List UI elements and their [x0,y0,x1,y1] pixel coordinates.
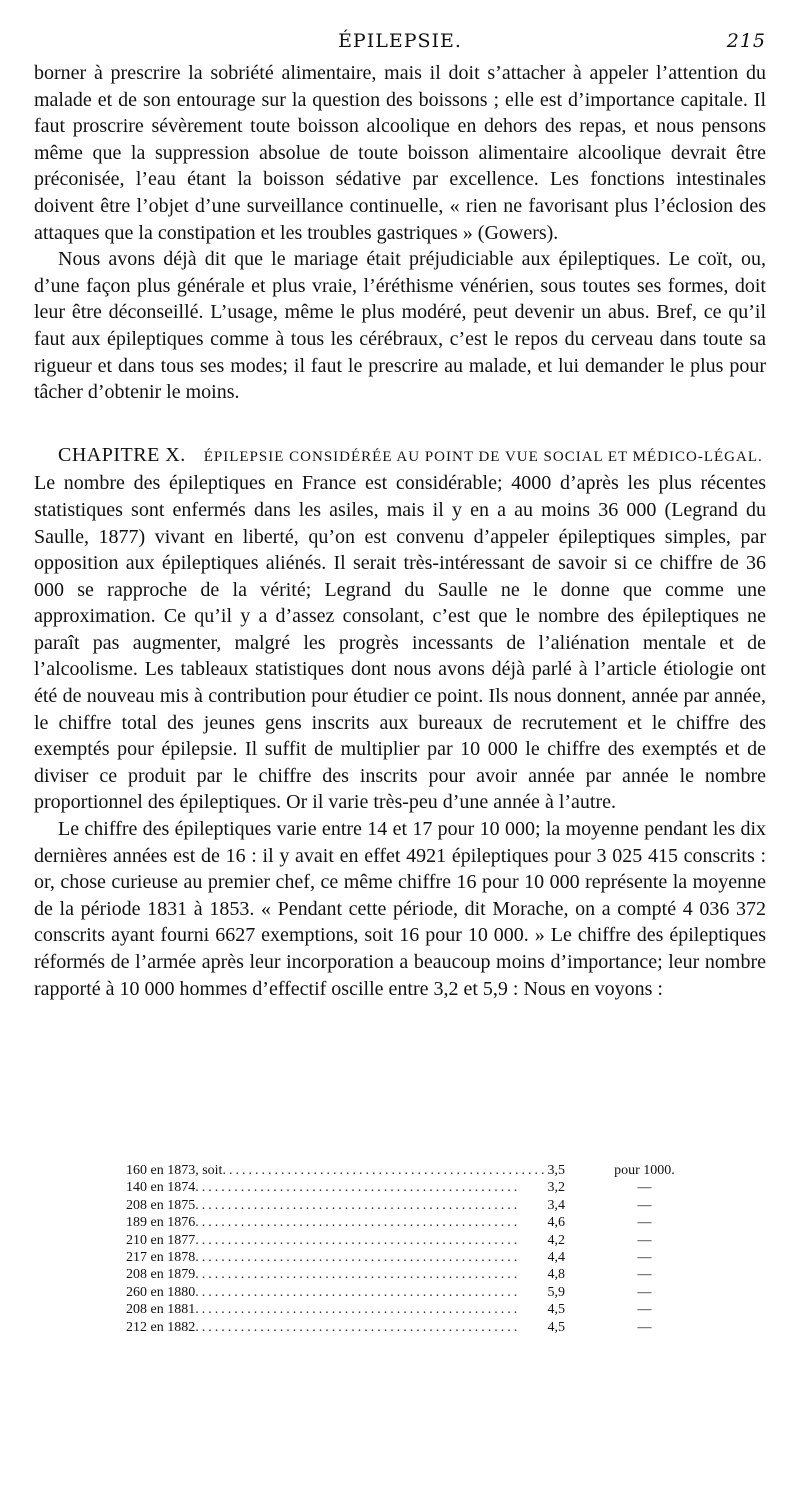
row-value: 4,5 [547,1319,565,1335]
row-label-text: 208 en 1881 [126,1302,196,1318]
row-unit: — [637,1180,652,1196]
page-number: 215 [726,30,766,52]
row-value: 4,6 [547,1215,565,1231]
table-row [126,1319,689,1336]
row-label [126,1301,547,1318]
row-label-text: 208 en 1875 [126,1197,196,1213]
row-label-text: 212 en 1882 [126,1319,196,1335]
row-unit: — [637,1267,652,1283]
leader-dots: .................................................. [195,1232,521,1248]
row-label-text: 140 en 1874 [126,1180,196,1196]
chapter-heading [34,442,766,471]
row-value: 3,4 [547,1197,565,1213]
row-label [126,1214,547,1231]
row-unit: — [637,1250,652,1266]
row-value: 4,2 [547,1232,565,1248]
row-value: 4,8 [547,1267,565,1283]
row-value: 5,9 [547,1284,565,1300]
row-label [126,1162,547,1179]
leader-dots: .................................................. [195,1180,521,1196]
table-row [126,1179,689,1196]
leader-dots: .................................................. [195,1319,521,1335]
row-value: 4,5 [547,1302,565,1318]
row-label-text: 210 en 1877 [126,1232,196,1248]
row-label-text: 217 en 1878 [126,1250,196,1266]
leader-dots: .................................................. [195,1197,521,1213]
row-label [126,1284,547,1301]
running-header [34,30,766,60]
row-label [126,1179,547,1196]
row-unit: pour 1000. [614,1163,675,1178]
row-value: 4,4 [547,1250,565,1266]
row-unit: — [637,1232,652,1248]
row-label [126,1319,547,1336]
row-label-text: 208 en 1879 [126,1267,196,1283]
leader-dots: .................................................. [195,1215,521,1231]
row-label-text: 189 en 1876 [126,1215,196,1231]
row-label [126,1266,547,1283]
row-unit: — [637,1197,652,1213]
paragraph-3: Le nombre des épileptiques en France est considérable; 4000 d’après les plus récentes statistiques sont enfermés dans les asiles, mais il y en a au moins 36 000 (Legrand du Saulle, 1877) vivant en liberté, qu’on est convenu d’appeler épileptiques simples, par opposition aux épileptiques aliénés. Il serait très-intéressant de savoir si ce chiffre de 36 000 se rapproche de la vérité; Legrand du Saulle ne le donne que comme une approximation. Ce qu’il y a d’assez consolant, c’est que le nombre des épileptiques ne paraît pas augmenter, malgré les progrès incessants de l’aliénation mentale et de l’alcoolisme. Les tableaux statistiques dont nous avons déjà parlé à l’article étiologie ont été de nouveau mis à contribution pour étudier ce point. Ils nous donnent, année par année, le chiffre total des jeunes gens inscrits aux bureaux de recrutement et le chiffre des exemptés pour épilepsie. Il suffit de multiplier par 10 000 le chiffre des exemptés et de diviser ce produit par le chiffre des inscrits pour avoir année par année le nombre proportionnel des épileptiques. Or il varie très-peu d’une année à l’autre. [34,472,766,814]
table-row [126,1301,689,1318]
table-row [126,1232,689,1249]
leader-dots: .................................................. [195,1250,521,1266]
row-value: 3,5 [547,1163,565,1178]
document-page [34,30,766,1002]
chapter-subtitle: ÉPILEPSIE CONSIDÉRÉE AU POINT DE VUE SOCIAL ET MÉDICO-LÉGAL. [203,448,763,465]
table-row [126,1284,689,1301]
row-value: 3,2 [547,1180,565,1196]
row-label-text: 260 en 1880 [126,1284,196,1300]
table-row [126,1266,689,1283]
paragraph-4: Le chiffre des épileptiques varie entre 14 et 17 pour 10 000; la moyenne pendant les dix dernières années est de 16 : il y avait en effet 4921 épileptiques pour 3 025 415 conscrits : or, chose curieuse au premier chef, ce même chiffre 16 pour 10 000 représente la moyenne de la période 1831 à 1853. « Pendant cette période, dit Morache, on a compté 4 036 372 conscrits ayant fourni 6627 exemptions, soit 16 pour 10 000. » Le chiffre des épileptiques réformés de l’armée après leur incorporation a beaucoup moins d’importance; leur nombre rapporté à 10 000 hommes d’effectif oscille entre 3,2 et 5,9 : Nous en voyons : [34,818,766,1000]
paragraph-1: borner à prescrire la sobriété alimentaire, mais il doit s’attacher à appeler l’attention du malade et de son entourage sur la question des boissons ; elle est d’importance capitale. Il faut proscrire sévèrement toute boisson alcoolique en dehors des repas, et nous pensons même que la suppression absolue de toute boisson alimentaire alcoolique devrait être préconisée, l’eau étant la boisson sédative par excellence. Les fonctions intestinales doivent être l’objet d’une surveillance continuelle, « rien ne favorisant plus l’éclosion des attaques que la constipation et les troubles gastriques » (Gowers). [34,62,766,244]
row-unit: — [637,1284,652,1300]
section-gap [34,406,766,442]
exemptions-table [126,1162,689,1336]
chapter-title: CHAPITRE X. [58,443,186,466]
leader-dots: .................................................. [222,1163,548,1178]
table-row [126,1249,689,1266]
row-label [126,1249,547,1266]
row-label-text: 160 en 1873, soit [126,1163,223,1178]
row-label [126,1232,547,1249]
row-unit: — [637,1319,652,1335]
leader-dots: .................................................. [195,1267,521,1283]
row-label [126,1197,547,1214]
leader-dots: .................................................. [195,1284,521,1300]
table-row [126,1162,689,1179]
table-row [126,1197,689,1214]
leader-dots: .................................................. [195,1302,521,1318]
row-unit: — [637,1215,652,1231]
row-unit: — [637,1302,652,1318]
table-row [126,1214,689,1231]
running-title: ÉPILEPSIE. [338,30,462,52]
paragraph-2: Nous avons déjà dit que le mariage était préjudiciable aux épileptiques. Le coït, ou, d’une façon plus générale et plus vraie, l’éréthisme vénérien, sous toutes ses formes, doit leur être déconseillé. L’usage, même le plus modéré, peut devenir un abus. Bref, ce qu’il faut aux épileptiques comme à tous les cérébraux, c’est le repos du cerveau dans toute sa rigueur et dans tous ses modes; il faut le prescrire au malade, et lui demander le plus pour tâcher d’obtenir le moins. [34,248,766,404]
